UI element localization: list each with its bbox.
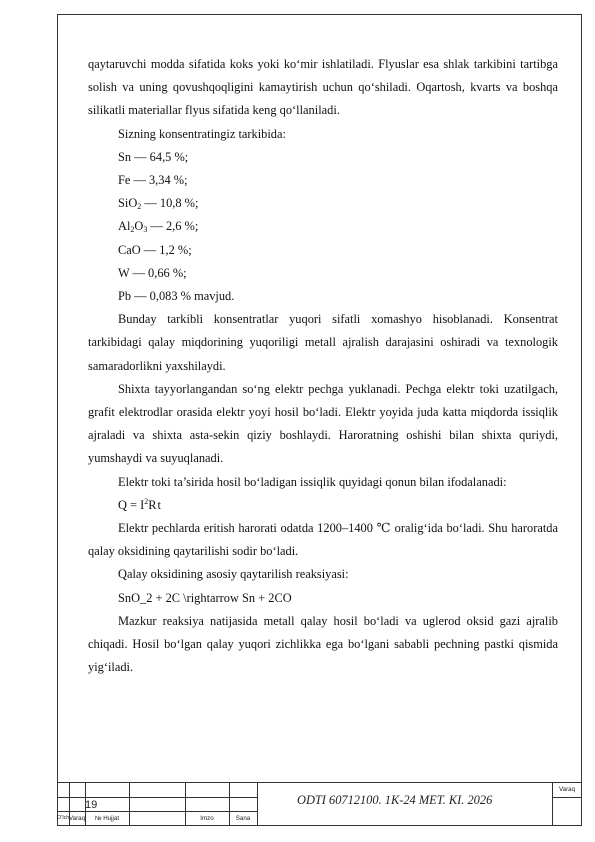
title-block bbox=[57, 782, 582, 826]
paragraph-reaction-intro: Qalay oksidining asosiy qaytarilish reaksiyasi: bbox=[118, 567, 349, 582]
col-doc-label: № Hujjat bbox=[94, 815, 120, 822]
col-sheet-label: Varaq bbox=[69, 815, 86, 822]
composition-al2o3: $Al_2O_3$ — 2,6 %; bbox=[118, 219, 199, 235]
composition-sio2: SiO$_2$ — 10,8 %; bbox=[118, 196, 199, 212]
paragraph-temperature: Elektr pechlarda eritish harorati odatda 1200–1400 ℃ oralig‘ida bo‘ladi. Shu haroratda qalay oksidining qaytarilishi sodir bo‘ladi. bbox=[88, 521, 558, 559]
paragraph-flux: qaytaruvchi modda sifatida koks yoki ko‘mir ishlatiladi. Flyuslar esa shlak tarkibini tartibga solish va uning qovushqoqligini kamaytirish uchun qo‘shiladi. Oqartosh, kvarts va boshqa silikatli materiallar flyus sifatida keng qo‘llaniladi. bbox=[88, 57, 558, 118]
paragraph-composition-intro: Sizning konsentratingiz tarkibida: bbox=[118, 126, 286, 141]
document-body bbox=[88, 53, 558, 679]
paragraph-result: Mazkur reaksiya natijasida metall qalay hosil bo‘ladi va uglerod oksid gazi ajralib chiqadi. Hosil bo‘lgan qalay yuqori zichlikka ega bo‘lgani sababli pechning pastki qismida yig‘iladi. bbox=[88, 613, 558, 675]
col-date-label: Sana bbox=[235, 815, 251, 822]
col-sign-label: Imzo bbox=[200, 815, 214, 822]
paragraph-heat-law: Elektr toki ta’sirida hosil bo‘ladigan issiqlik quyidagi qonun bilan ifodalanadi: bbox=[118, 474, 507, 489]
composition-cao: CaO — 1,2 %; bbox=[118, 242, 192, 257]
composition-w: W — 0,66 %; bbox=[118, 265, 187, 280]
paragraph-furnace: Shixta tayyorlangandan so‘ng elektr pechga yuklanadi. Pechga elektr toki uzatilgach, grafit elektrodlar orasida elektr yoyi hosil bo‘ladi. Elektr yoyida juda katta miqdorda issiqlik ajraladi va shixta asta-sekin qiziy boshlaydi. Haroratning oshishi bilan shixta quriydi, yumshaydi va suyuqlanadi. bbox=[88, 381, 558, 466]
composition-pb: Pb — 0,083 % mavjud. bbox=[118, 289, 235, 304]
composition-fe: Fe — 3,34 %; bbox=[118, 173, 188, 188]
composition-sn: Sn — 64,5 %; bbox=[118, 149, 189, 164]
sheet-label: Varaq bbox=[558, 786, 576, 793]
page-number: 19 bbox=[85, 799, 98, 811]
reaction-equation: SnO_2 + 2C \rightarrow Sn + 2CO bbox=[118, 590, 292, 605]
col-change-label: O‘lch bbox=[57, 815, 70, 821]
formula-joule: $Q = I^2Rt$ bbox=[118, 496, 162, 512]
paragraph-quality: Bunday tarkibli konsentratlar yuqori sifatli xomashyo hisoblanadi. Konsentrat tarkibidagi qalay miqdorining yuqoriligi metall ajralish darajasini oshiradi va texnologik samaradorlikni yaxshilaydi. bbox=[88, 312, 558, 373]
document-code: ODTI 60712100. 1K-24 MET. KI. 2026 bbox=[297, 793, 493, 807]
